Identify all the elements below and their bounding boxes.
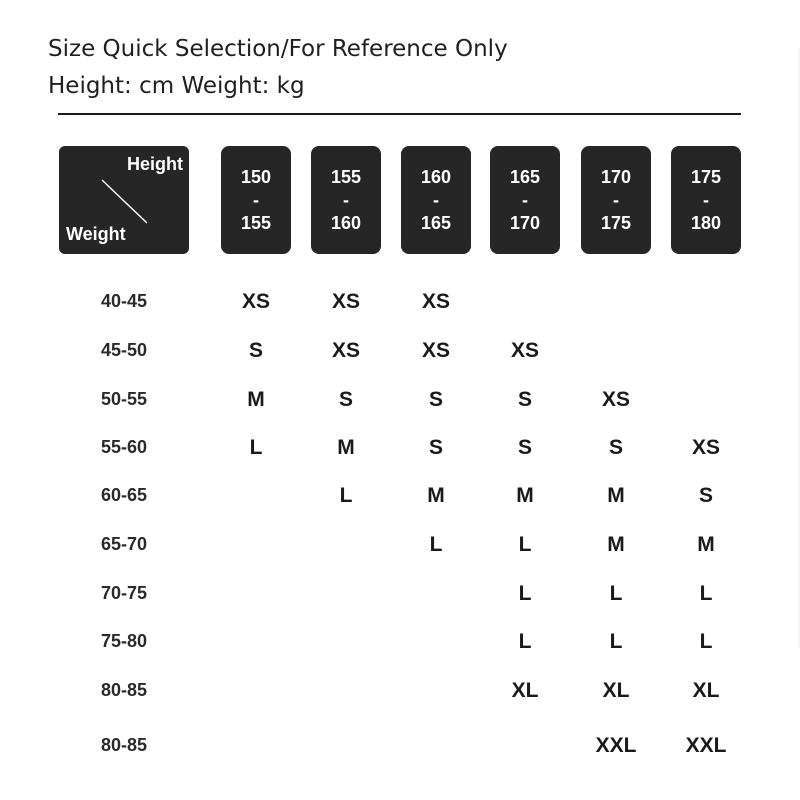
size-cell: XS xyxy=(421,290,450,313)
size-cell: M xyxy=(247,388,265,411)
height-range-to: 160 xyxy=(330,212,362,233)
height-column-header xyxy=(671,146,741,254)
size-cell: XS xyxy=(691,436,720,459)
height-range-dash: - xyxy=(433,189,439,210)
size-cell: L xyxy=(518,533,532,556)
size-cell: L xyxy=(518,630,532,653)
height-range-to: 165 xyxy=(420,212,452,233)
weight-row-label: 75-80 xyxy=(100,631,148,651)
size-cell: XXL xyxy=(685,734,727,757)
size-cell: S xyxy=(428,388,443,411)
size-cell: S xyxy=(517,388,532,411)
size-cell: L xyxy=(249,436,263,459)
height-range-dash: - xyxy=(613,189,619,210)
size-cell: XS xyxy=(421,339,450,362)
weight-row-label: 55-60 xyxy=(100,437,148,457)
units-subtitle: Height: cm Weight: kg xyxy=(48,73,305,99)
height-range-to: 155 xyxy=(240,212,272,233)
size-cell: S xyxy=(608,436,623,459)
size-cell: L xyxy=(609,630,623,653)
height-range-from: 165 xyxy=(509,166,541,187)
weight-row-label: 40-45 xyxy=(100,291,148,311)
height-column-header xyxy=(311,146,381,254)
size-cell: XL xyxy=(511,679,539,702)
height-column-header xyxy=(581,146,651,254)
size-cell: L xyxy=(518,582,532,605)
size-cell: S xyxy=(248,339,263,362)
size-cell: S xyxy=(698,484,713,507)
weight-row-label: 80-85 xyxy=(100,680,148,700)
size-cell: L xyxy=(699,582,713,605)
size-cell: M xyxy=(697,533,715,556)
height-range-dash: - xyxy=(253,189,259,210)
title-divider xyxy=(58,113,741,115)
height-range-from: 160 xyxy=(420,166,452,187)
height-column-header xyxy=(221,146,291,254)
size-cell: XS xyxy=(241,290,270,313)
height-range-to: 175 xyxy=(600,212,632,233)
size-cell: XL xyxy=(692,679,720,702)
height-column-header xyxy=(490,146,560,254)
size-cell: XXL xyxy=(595,734,637,757)
height-range-from: 175 xyxy=(690,166,722,187)
chart-title: Size Quick Selection/For Reference Only xyxy=(48,36,508,62)
size-cell: M xyxy=(427,484,445,507)
corner-height-label: Height xyxy=(127,154,183,174)
size-cell: XL xyxy=(602,679,630,702)
weight-row-label: 60-65 xyxy=(100,485,148,505)
size-cell: S xyxy=(517,436,532,459)
height-range-dash: - xyxy=(522,189,528,210)
size-cell: S xyxy=(338,388,353,411)
weight-row-label: 45-50 xyxy=(100,340,148,360)
size-cell: L xyxy=(339,484,353,507)
height-range-to: 170 xyxy=(509,212,541,233)
weight-row-label: 80-85 xyxy=(100,735,148,755)
height-range-to: 180 xyxy=(690,212,722,233)
size-cell: XS xyxy=(331,290,360,313)
corner-weight-label: Weight xyxy=(66,224,126,244)
weight-row-label: 65-70 xyxy=(100,534,148,554)
height-range-from: 150 xyxy=(240,166,272,187)
size-cell: L xyxy=(699,630,713,653)
height-range-from: 170 xyxy=(600,166,632,187)
size-cell: XS xyxy=(331,339,360,362)
weight-row-label: 50-55 xyxy=(100,389,148,409)
size-cell: M xyxy=(337,436,355,459)
size-cell: M xyxy=(607,484,625,507)
size-cell: XS xyxy=(510,339,539,362)
corner-header-cell xyxy=(59,146,189,254)
size-cell: M xyxy=(607,533,625,556)
height-range-dash: - xyxy=(703,189,709,210)
height-range-from: 155 xyxy=(330,166,362,187)
size-cell: L xyxy=(609,582,623,605)
size-cell: XS xyxy=(601,388,630,411)
height-column-header xyxy=(401,146,471,254)
size-cell: L xyxy=(429,533,443,556)
weight-row-label: 70-75 xyxy=(100,583,148,603)
size-cell: S xyxy=(428,436,443,459)
height-range-dash: - xyxy=(343,189,349,210)
size-cell: M xyxy=(516,484,534,507)
